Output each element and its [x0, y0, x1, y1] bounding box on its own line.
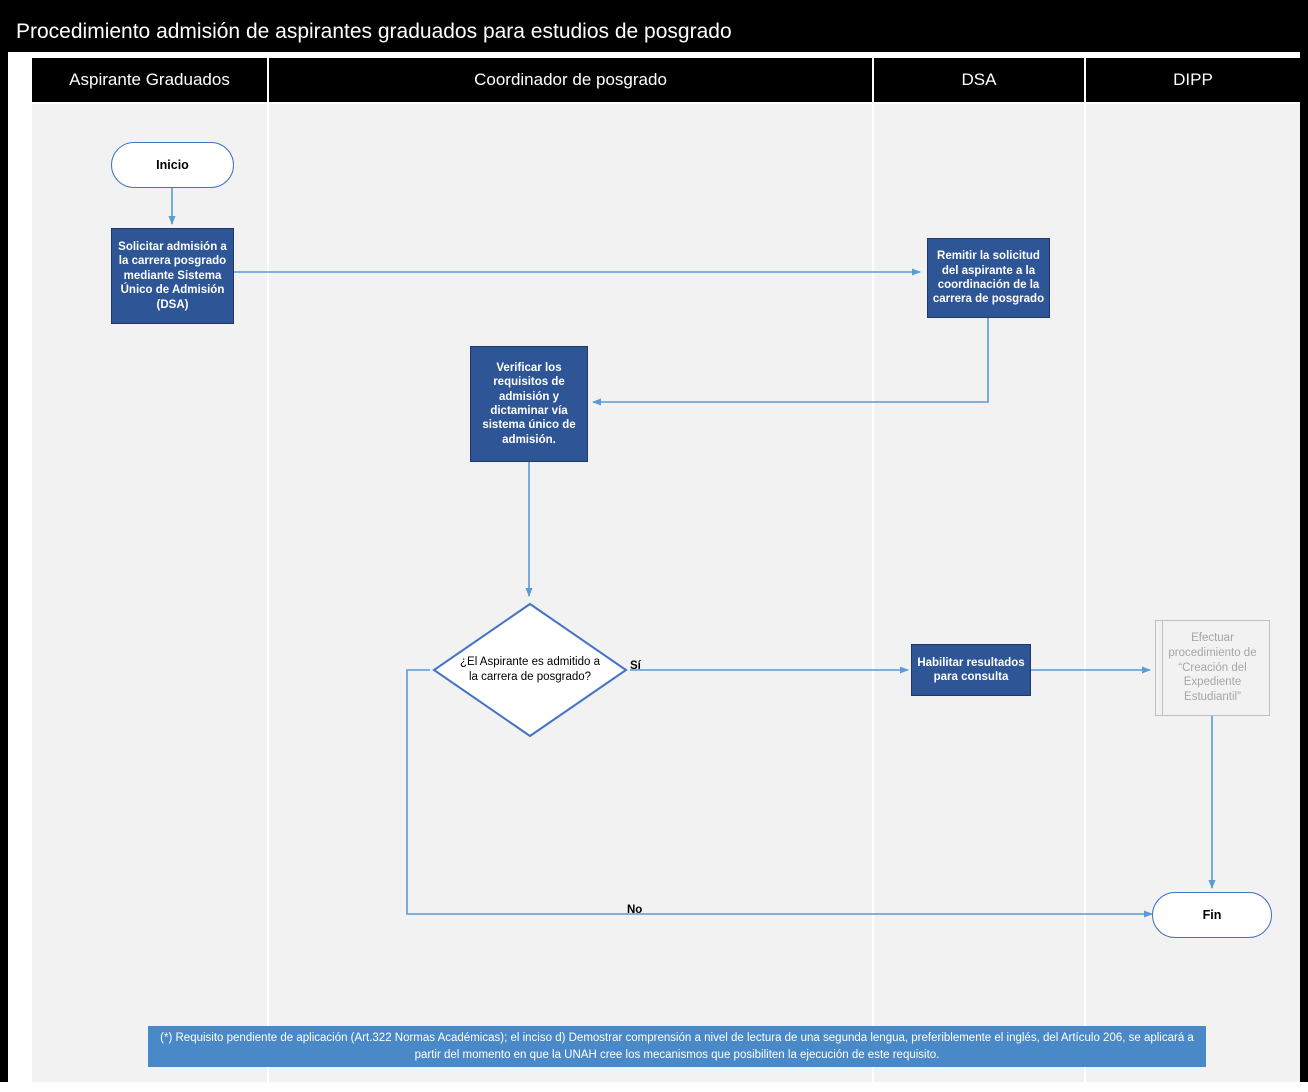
process-remitir-solicitud[interactable]	[927, 238, 1050, 318]
edge-label-no: No	[627, 904, 643, 916]
decision-aspirante-admitido[interactable]	[432, 602, 628, 738]
terminator-inicio[interactable]	[111, 142, 234, 188]
node-label: Fin	[1202, 908, 1222, 922]
page-title: Procedimiento admisión de aspirantes graduados para estudios de posgrado	[16, 20, 732, 43]
process-solicitar-admision[interactable]	[111, 228, 234, 324]
lane-header-aspirante	[32, 58, 269, 102]
lane-header-coordinador	[269, 58, 874, 102]
node-label: ¿El Aspirante es admitido a la carrera de posgrado?	[460, 656, 600, 683]
node-label: Inicio	[156, 158, 189, 172]
node-label: Solicitar admisión a la carrera posgrado mediante Sistema Único de Admisión (DSA)	[118, 241, 227, 311]
process-habilitar-resultados[interactable]	[911, 644, 1031, 696]
node-label: Remitir la solicitud del aspirante a la coordinación de la carrera de posgrado	[932, 250, 1045, 306]
lane-header-dipp	[1086, 58, 1300, 102]
lane-header-label: Coordinador de posgrado	[474, 70, 667, 89]
lane-header-dsa	[874, 58, 1086, 102]
terminator-fin[interactable]	[1152, 892, 1272, 938]
page-border-right	[1300, 0, 1308, 1092]
page-border-left	[0, 0, 8, 1092]
page-border-bottom	[0, 1082, 1308, 1092]
diagram-title-bar	[8, 12, 1300, 52]
lane-body-coordinador	[269, 104, 874, 1082]
lane-header-label: DIPP	[1173, 70, 1213, 89]
process-verificar-requisitos[interactable]	[470, 346, 588, 462]
edge-label-si: Sí	[630, 660, 641, 672]
node-label: Verificar los requisitos de admisión y dictaminar vía sistema único de admisión.	[482, 361, 576, 446]
footnote-banner: (*) Requisito pendiente de aplicación (Art.322 Normas Académicas); el inciso d) Demostrar comprensión a nivel de lectura de una segunda lengua, preferiblemente el inglés, del Artículo 206, se aplicará a partir del momento en que la UNAH cree los mecanismos que posibiliten la ejecución de este requisito.	[148, 1026, 1206, 1067]
page-border-top	[0, 0, 1308, 12]
lane-header-label: DSA	[961, 70, 997, 89]
left-margin	[8, 52, 32, 1082]
node-label: Habilitar resultados para consulta	[917, 656, 1025, 683]
process-efectuar-creacion-expediente[interactable]	[1155, 620, 1270, 716]
node-label: Efectuar procedimiento de “Creación del Expediente Estudiantil”	[1168, 631, 1257, 704]
lane-header-label: Aspirante Graduados	[69, 70, 230, 89]
